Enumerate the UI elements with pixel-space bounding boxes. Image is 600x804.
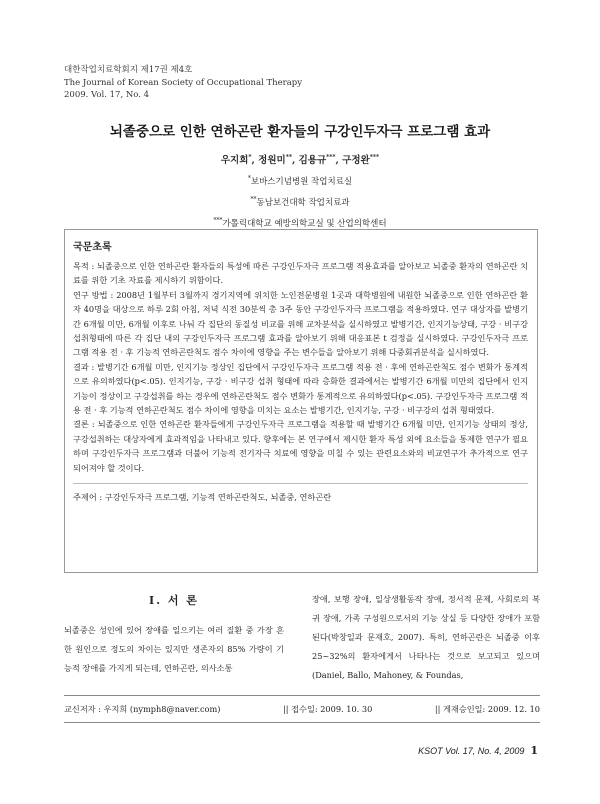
author-list — [0, 152, 600, 166]
abstract-method: 연구 방법 : 2008년 1월부터 3월까지 경기지역에 위치한 노인전문병원 1곳과 대학병원에 내원한 뇌졸중으로 인한 연하곤란 환자 40명을 대상으로 하루 2회 아침, 저녁 식전 30분씩 총 3주 동안 구강인두자극 프로그램을 적용하였다. 연구 대상자를 발병기간 6개월 미만, 6개월 이후로 나눠 각 집단의 동질성 비교를 위해 교차분석을 실시하였고 발병기간, 인지기능상태, 구강 · 비구강 섭취형태에 따른 각 집단 내의 구강인두자극 프로그램 효과를 알아보기 위해 대응표본 t 검정을 실시하였다. 구강인두자극 프로그램 적용 전 · 후 기능적 연하곤란척도 점수 차이에 영향을 주는 변수들을 알아보기 위해 다중회귀분석을 실시하였다. — [73, 289, 528, 358]
journal-name-english: The Journal of Korean Society of Occupational Therapy — [64, 77, 303, 88]
abstract-box — [64, 229, 538, 573]
body-column-right — [312, 590, 540, 685]
affiliation-text: 가톨릭대학교 예방의학교실 및 산업의학센터 — [222, 218, 387, 229]
affiliation-text: 동남보건대학 작업치료과 — [256, 197, 350, 208]
author-separator: , — [291, 155, 299, 166]
abstract-results: 결과 : 발병기간 6개월 미만, 인지기능 정상인 집단에서 구강인두자극 프로그램 적용 전 · 후에 연하곤란척도 점수 변화가 통계적으로 유의하였다(p<.05). 인지기능, 구강 · 비구강 섭취 형태에 따라 층화한 결과에서는 발병기간 6개월 미만의 집단에서 인지기능이 정상이고 구강섭취를 하는 경우에 연하곤란척도 점수 변화가 통계적으로 유의하였다(p<.05). 구강인두자극 프로그램 적용 전 · 후 기능적 연하곤란척도 점수 차이에 영향을 미치는 요소는 발병기간, 인지기능, 구강 · 비구강의 섭취 형태였다. — [73, 361, 528, 416]
author-mark: *** — [369, 153, 380, 161]
accepted-date: || 게재승인일: 2009. 12. 10 — [434, 704, 540, 714]
affiliation-text: 보바스기념병원 작업치료실 — [250, 176, 353, 187]
footer-divider-bottom — [64, 722, 540, 723]
abstract-heading: 국문초록 — [73, 242, 112, 253]
body-paragraph: 장애, 보행 장애, 일상생활동작 장애, 정서적 문제, 사회로의 복귀 장애, 가족 구성원으로서의 기능 상실 등 다양한 장애가 포함된다(박창일과 문재호, 2007). 특히, 연하곤란은 뇌졸중 이후 25~32%의 환자에게서 나타나는 것으로 보고되고 있으며(Daniel, Ballo, Mahoney, & Foundas, — [312, 594, 540, 680]
article-footer — [64, 704, 540, 715]
page-footer — [418, 744, 538, 757]
abstract-keywords: 주제어 : 구강인두자극 프로그램, 기능적 연하곤란척도, 뇌졸중, 연하곤란 — [73, 492, 332, 503]
author-name: 구정완 — [342, 155, 370, 166]
corresponding-author: 교신저자 : 우지희 (nymph8@naver.com) — [64, 704, 221, 714]
author-mark: *** — [326, 153, 336, 161]
affiliation-mark: ** — [250, 195, 257, 203]
footer-divider-top — [64, 695, 540, 696]
affiliation-mark: *** — [213, 216, 223, 224]
author-name: 김용규 — [298, 155, 327, 166]
keywords-divider — [73, 483, 528, 484]
received-date: || 접수일: 2009. 10. 30 — [283, 704, 373, 714]
running-journal: KSOT Vol. 17, No. 4, 2009 — [418, 746, 525, 756]
abstract-purpose: 목적 : 뇌졸중으로 인한 연하곤란 환자들의 특성에 따른 구강인두자극 프로그램 적용효과를 알아보고 뇌졸중 환자의 연하곤란 치료를 위한 기초 자료를 제시하기 위함이다. — [73, 261, 528, 286]
author-mark: ** — [285, 153, 292, 161]
journal-header — [64, 64, 302, 102]
author-separator: , — [251, 155, 259, 166]
body-column-left — [64, 592, 284, 678]
page-number: 1 — [530, 744, 538, 757]
author-mark: * — [248, 153, 252, 161]
author-separator: , — [335, 155, 343, 166]
journal-name-korean: 대한작업치료학회지 제17권 제4호 — [64, 65, 193, 75]
author-name: 우지희 — [220, 155, 249, 166]
section-title: Ⅰ. 서 론 — [149, 594, 199, 607]
affiliations — [0, 170, 600, 232]
affiliation — [0, 191, 600, 212]
abstract-conclusion: 결론 : 뇌졸중으로 인한 연하곤란 환자들에게 구강인두자극 프로그램을 적용할 때 발병기간 6개월 미만, 인지기능 상태의 정상, 구강섭취하는 대상자에게 효과적임을 나타내고 있다. 향후에는 본 연구에서 제시한 환자 특성 외에 요소들을 통제한 연구가 필요하며 구강인두자극 프로그램과 더불어 기능적 전기자극 치료에 영향을 미칠 수 있는 관련요소와의 비교연구가 추가적으로 연구되어져야 할 것이다. — [73, 419, 528, 473]
body-paragraph: 뇌졸중은 성인에 있어 장애를 일으키는 여러 질환 중 가장 흔한 원인으로 정도의 차이는 있지만 생존자의 85% 가량이 기능적 장애를 가지게 되는데, 연하곤란, 의사소통 — [64, 625, 284, 673]
paper-title: 뇌졸중으로 인한 연하곤란 환자들의 구강인두자극 프로그램 효과 — [109, 124, 491, 140]
affiliation-mark: * — [247, 175, 251, 182]
affiliation — [0, 170, 600, 191]
journal-volume: 2009. Vol. 17, No. 4 — [64, 90, 150, 100]
author-name: 정원미 — [258, 155, 286, 166]
